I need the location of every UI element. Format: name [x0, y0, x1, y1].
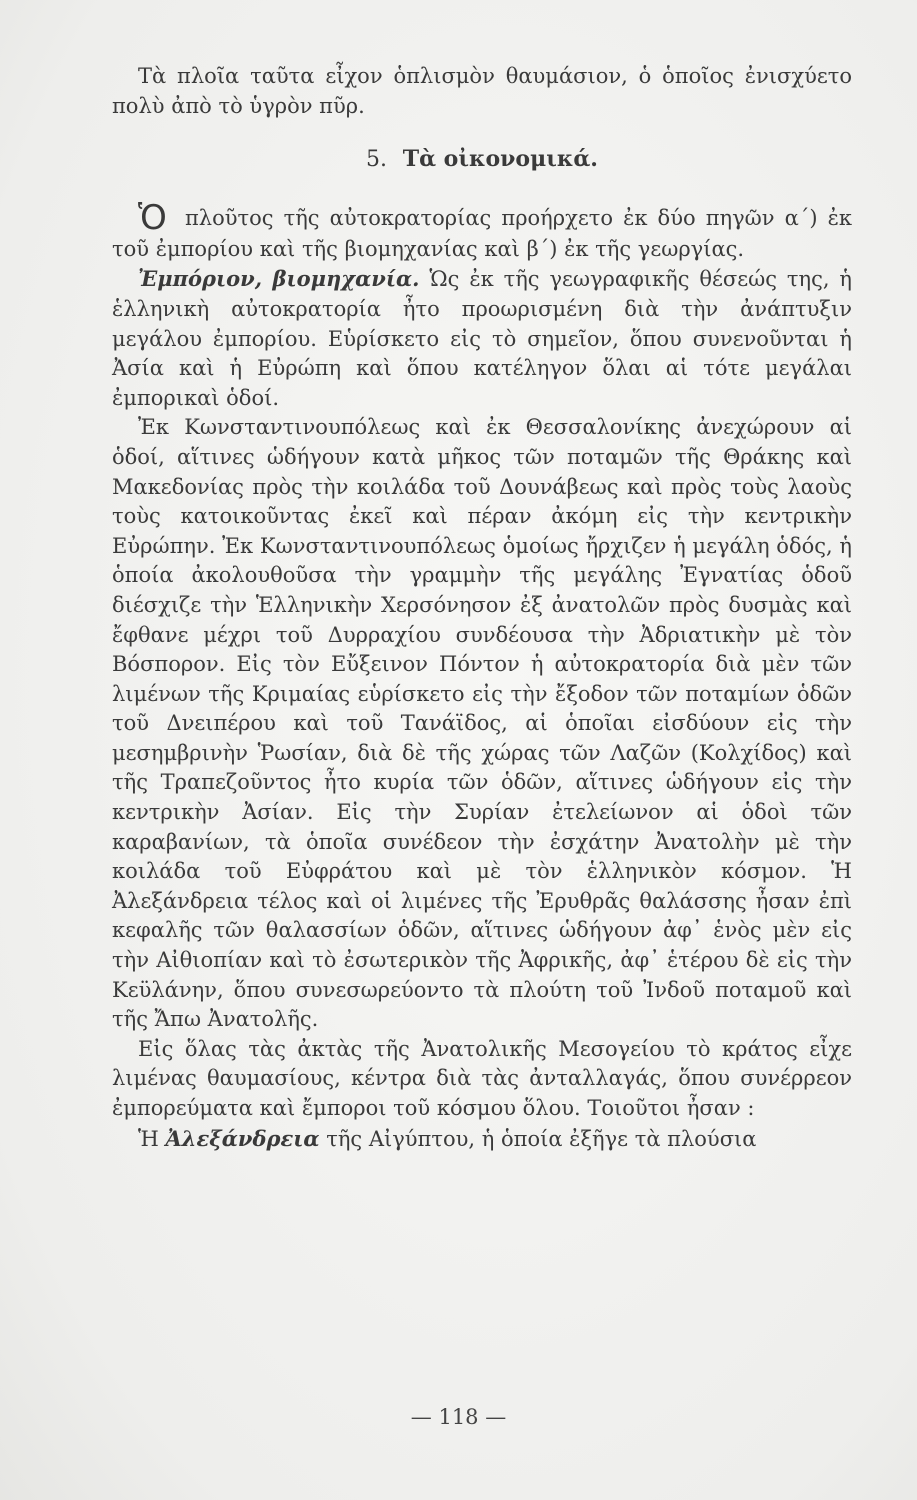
paragraph-prefix: Ἡ: [138, 1126, 166, 1151]
section-title: Τὰ οἰκονομικά.: [402, 146, 598, 173]
paragraph-ports: Εἰς ὅλας τὰς ἀκτὰς τῆς Ἀνατολικῆς Μεσογείου τὸ κράτος εἶχε λιμένας θαυμασίους, κέντρα διὰ τὰς ἀνταλλαγάς, ὅπου συνέρρεον ἐμπορεύματα καὶ ἔμποροι τοῦ κόσμου ὅλου. Τοιοῦτοι ἦσαν :: [112, 1036, 852, 1120]
paragraph-text: τῆς Αἰγύπτου, ἡ ὁποία ἐξῆγε τὰ πλούσια: [319, 1126, 757, 1151]
intro-paragraph: Τὰ πλοῖα ταῦτα εἶχον ὁπλισμὸν θαυμάσιον, ὁ ὁποῖος ἐνισχύετο πολὺ ἀπὸ τὸ ὑγρὸν πῦρ.: [112, 64, 852, 118]
section-number: 5.: [366, 147, 388, 173]
page-number: — 118 —: [410, 1405, 507, 1429]
drop-cap: Ὁ: [138, 197, 167, 238]
subheading-commerce-industry: Ἐμπόριον, βιομηχανία.: [138, 266, 420, 292]
paragraph-trade-routes: Ἐκ Κωνσταντινουπόλεως καὶ ἐκ Θεσσαλονίκης ἀνεχώρουν αἱ ὁδοί, αἵτινες ὡδήγουν κατὰ μῆκος τῶν ποταμῶν τῆς Θράκης καὶ Μακεδονίας πρὸς τὴν κοιλάδα τοῦ Δουνάβεως καὶ πρὸς τοὺς λαοὺς τοὺς κατοικοῦντας ἐκεῖ καὶ πέραν ἀκόμη εἰς τὴν κεντρικὴν Εὐρώπην. Ἐκ Κωνσταντινουπόλεως ὁμοίως ἤρχιζεν ἡ μεγάλη ὁδός, ἡ ὁποία ἀκολουθοῦσα τὴν γραμμὴν τῆς μεγάλης Ἐγνατίας ὁδοῦ διέσχιζε τὴν Ἑλληνικὴν Χερσόνησον ἐξ ἀνατολῶν πρὸς δυσμὰς καὶ ἔφθανε μέχρι τοῦ Δυρραχίου συνδέουσα τὴν Ἀδριατικὴν μὲ τὸν Βόσπορον. Εἰς τὸν Εὔξεινον Πόντον ἡ αὐτοκρατορία διὰ μὲν τῶν λιμένων τῆς Κριμαίας εὑρίσκετο εἰς τὴν ἔξοδον τῶν ποταμίων ὁδῶν τοῦ Δνειπέρου καὶ τοῦ Τανάϊδος, αἱ ὁποῖαι εἰσδύουν εἰς τὴν μεσημβρινὴν Ῥωσίαν, διὰ δὲ τῆς χώρας τῶν Λαζῶν (Κολχίδος) καὶ τῆς Τραπεζοῦντος ἦτο κυρία τῶν ὁδῶν, αἵτινες ὡδήγουν εἰς τὴν κεντρικὴν Ἀσίαν. Εἰς τὴν Συρίαν ἐτελείωνον αἱ ὁδοὶ τῶν καραβανίων, τὰ ὁποῖα συνέδεον τὴν ἐσχάτην Ἀνατολὴν μὲ τὴν κοιλάδα τοῦ Εὐφράτου καὶ μὲ τὸν ἑλληνικὸν κόσμον. Ἡ Ἀλεξάνδρεια τέλος καὶ οἱ λιμένες τῆς Ἐρυθρᾶς θαλάσσης ἦσαν ἐπὶ κεφαλῆς τῶν θαλασσίων ὁδῶν, αἵτινες ὡδήγουν ἀφ᾽ ἑνὸς μὲν εἰς τὴν Αἰθιοπίαν καὶ τὸ ἐσωτερικὸν τῆς Ἀφρικῆς, ἀφ᾽ ἑτέρου δὲ εἰς τὴν Κεϋλάνην, ὅπου συνεσωρεύοντο τὰ πλούτη τοῦ Ἰνδοῦ ποταμοῦ καὶ τῆς Ἄπω Ἀνατολῆς.: [112, 415, 852, 1032]
paragraph-text: πλοῦτος τῆς αὐτοκρατορίας προήρχετο ἐκ δύο πηγῶν α΄) ἐκ τοῦ ἐμπορίου καὶ τῆς βιομηχανίας καὶ β΄) ἐκ τῆς γεωργίας.: [112, 205, 852, 261]
paragraph-wealth-sources: [112, 197, 852, 265]
paragraph-text: Ὡς ἐκ τῆς γεωγραφικῆς θέσεώς της, ἡ ἑλληνικὴ αὐτοκρατορία ἦτο προωρισμένη διὰ τὴν ἀνάπτυξιν μεγάλου ἐμπορίου. Εὑρίσκετο εἰς τὸ σημεῖον, ὅπου συνενοῦνται ἡ Ἀσία καὶ ἡ Εὐρώπη καὶ ὅπου κατέληγον ὅλαι αἱ τότε μεγάλαι ἐμπορικαὶ ὁδοί.: [112, 267, 852, 410]
paragraph-alexandria: [112, 1124, 852, 1155]
section-heading: [112, 145, 852, 175]
paragraph-commerce: [112, 264, 852, 413]
page-body: [112, 62, 852, 1154]
emphasis-alexandria: Ἀλεξάνδρεια: [165, 1125, 320, 1151]
